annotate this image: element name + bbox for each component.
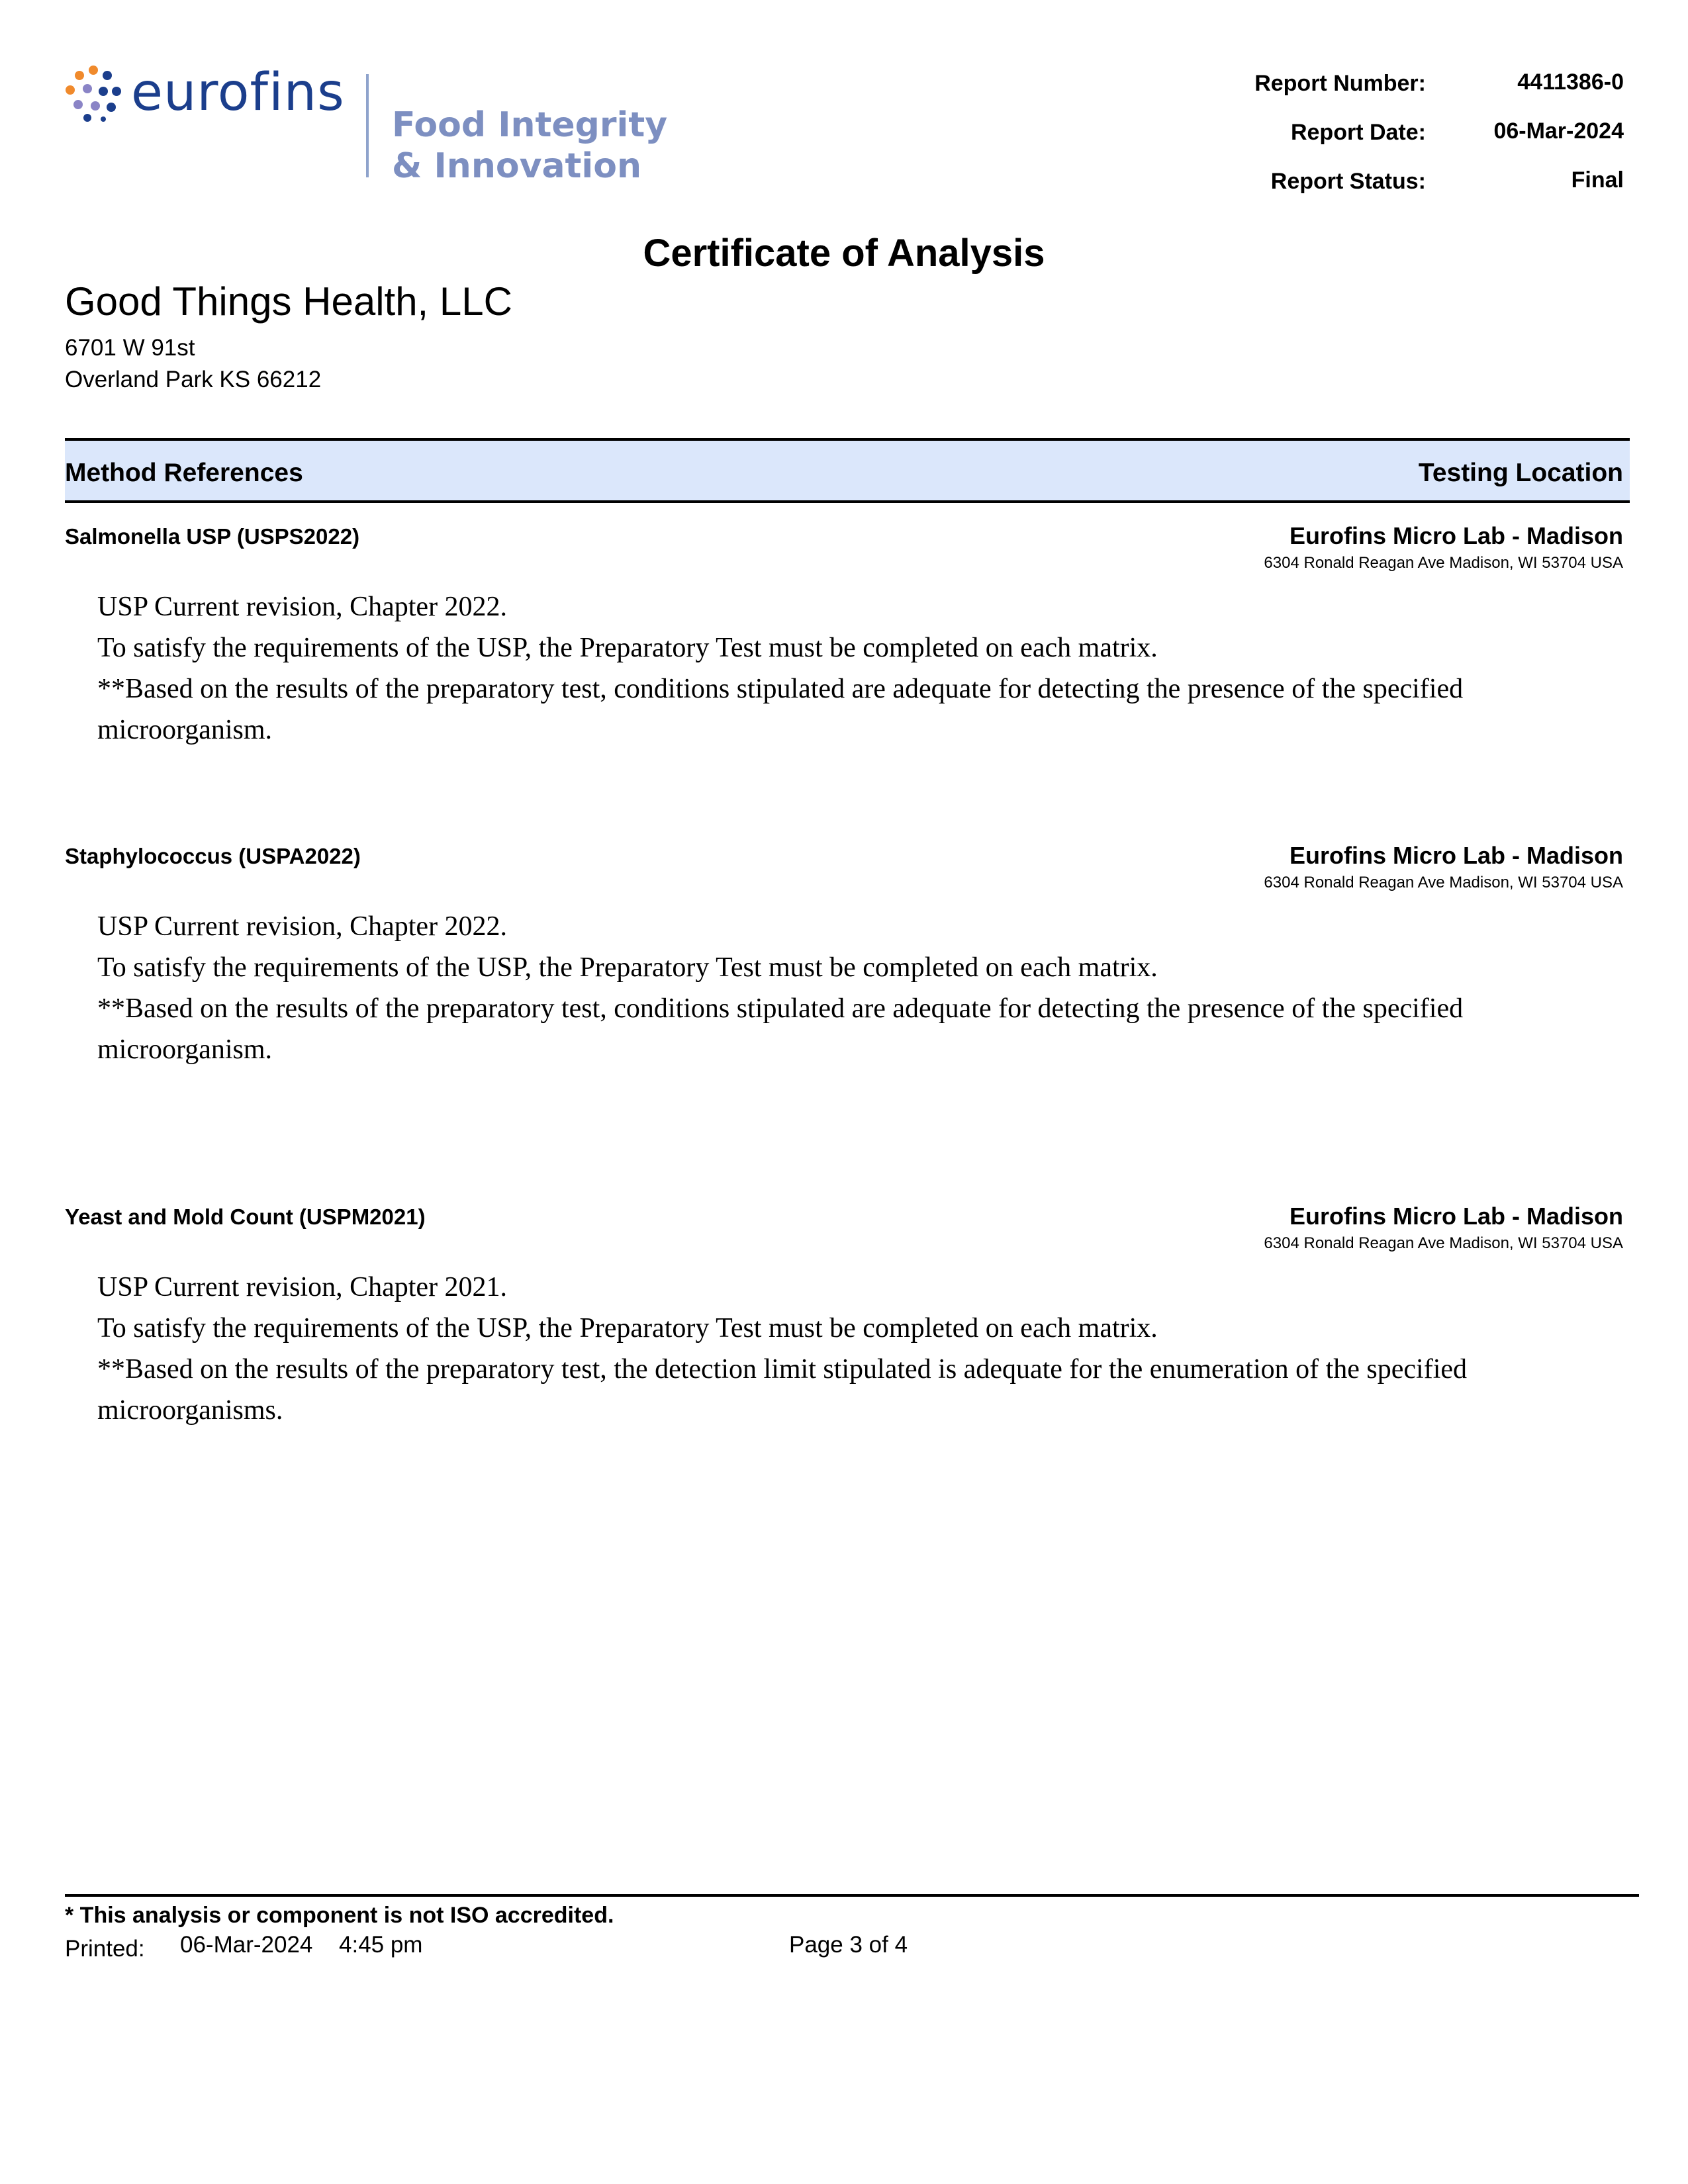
page-title: Certificate of Analysis (643, 232, 1045, 275)
method-lab-address-staphylococcus: 6304 Ronald Reagan Ave Madison, WI 53704 USA (1264, 874, 1623, 891)
report-status-value: Final (1571, 167, 1624, 193)
method-line: To satisfy the requirements of the USP, the Preparatory Test must be completed on each matrix. (97, 1313, 1158, 1343)
method-description-salmonella (97, 586, 1573, 751)
method-lab-staphylococcus: Eurofins Micro Lab - Madison (1289, 842, 1623, 869)
method-title-salmonella: Salmonella USP (USPS2022) (65, 524, 360, 549)
method-references-heading: Method References (65, 459, 303, 487)
method-lab-salmonella: Eurofins Micro Lab - Madison (1289, 522, 1623, 549)
method-lab-yeast-mold: Eurofins Micro Lab - Madison (1289, 1203, 1623, 1230)
method-line: To satisfy the requirements of the USP, the Preparatory Test must be completed on each matrix. (97, 633, 1158, 663)
report-date-value: 06-Mar-2024 (1493, 118, 1624, 144)
report-status-label: Report Status: (1270, 169, 1426, 194)
eurofins-wordmark: eurofins (131, 63, 345, 122)
method-line: USP Current revision, Chapter 2022. (97, 911, 508, 942)
method-description-staphylococcus (97, 906, 1573, 1070)
method-lab-address-yeast-mold: 6304 Ronald Reagan Ave Madison, WI 53704 USA (1264, 1234, 1623, 1252)
footer-divider (65, 1894, 1639, 1897)
method-line: **Based on the results of the preparatory test, conditions stipulated are adequate for detecting the presence of the specified microorganism. (97, 674, 1464, 745)
report-number-label: Report Number: (1254, 71, 1426, 96)
method-line: To satisfy the requirements of the USP, the Preparatory Test must be completed on each matrix. (97, 952, 1158, 983)
client-address-line2: Overland Park KS 66212 (65, 367, 322, 392)
method-line: USP Current revision, Chapter 2022. (97, 592, 508, 622)
printed-date: 06-Mar-2024 (180, 1932, 313, 1958)
method-description-yeast-mold (97, 1267, 1573, 1431)
division-name-line2: & Innovation (392, 146, 641, 186)
report-date-label: Report Date: (1290, 120, 1426, 145)
eurofins-logo-dots-icon (65, 65, 122, 122)
logo-divider (366, 74, 369, 177)
printed-label: Printed: (65, 1936, 145, 1962)
division-name-line1: Food Integrity (392, 105, 668, 145)
client-address-line1: 6701 W 91st (65, 335, 195, 361)
printed-time: 4:45 pm (339, 1932, 423, 1958)
page-number: Page 3 of 4 (789, 1932, 908, 1958)
method-lab-address-salmonella: 6304 Ronald Reagan Ave Madison, WI 53704 USA (1264, 554, 1623, 572)
report-number-value: 4411386-0 (1517, 69, 1624, 95)
testing-location-heading: Testing Location (1418, 459, 1623, 487)
iso-accreditation-note: * This analysis or component is not ISO accredited. (65, 1903, 614, 1928)
method-line: **Based on the results of the preparatory test, conditions stipulated are adequate for detecting the presence of the specified microorganism. (97, 993, 1464, 1065)
method-title-yeast-mold: Yeast and Mold Count (USPM2021) (65, 1205, 426, 1229)
method-line: **Based on the results of the preparatory test, the detection limit stipulated is adequate for the enumeration of the specified microorganisms. (97, 1354, 1468, 1426)
method-line: USP Current revision, Chapter 2021. (97, 1272, 508, 1302)
client-name: Good Things Health, LLC (65, 279, 512, 324)
method-title-staphylococcus: Staphylococcus (USPA2022) (65, 844, 361, 868)
